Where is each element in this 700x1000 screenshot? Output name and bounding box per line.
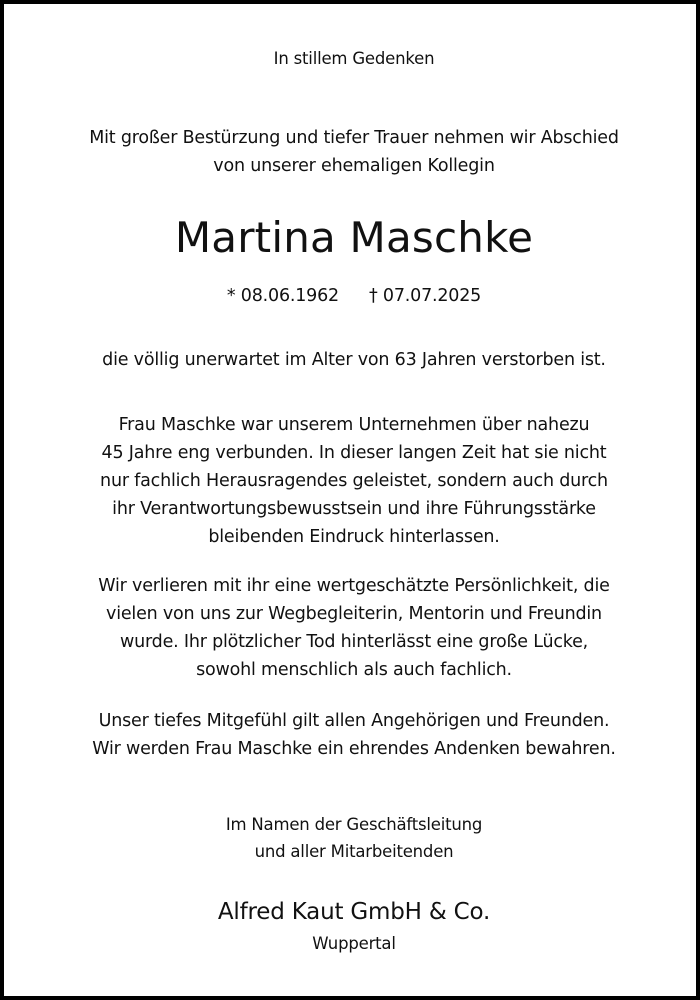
signoff-line-2: und aller Mitarbeitenden <box>254 842 454 861</box>
paragraph-2-line-1: Wir verlieren mit ihr eine wertgeschätzte Persönlichkeit, die <box>98 576 610 596</box>
company-city: Wuppertal <box>312 934 396 953</box>
life-dates <box>4 283 700 309</box>
paragraph-3-line-1: Unser tiefes Mitgefühl gilt allen Angehörigen und Freunden. <box>98 711 610 731</box>
signoff-line-1: Im Namen der Geschäftsleitung <box>225 815 483 834</box>
death-date: † 07.07.2025 <box>369 286 482 306</box>
intro-line-2: von unserer ehemaligen Kollegin <box>213 156 495 176</box>
paragraph-1-line-2: 45 Jahre eng verbunden. In dieser langen Zeit hat sie nicht <box>101 443 607 463</box>
paragraph-1-line-5: bleibenden Eindruck hinterlassen. <box>208 527 500 547</box>
paragraph-1-line-4: ihr Verantwortungsbewusstsein und ihre Führungsstärke <box>112 499 596 519</box>
paragraph-1-line-3: nur fachlich Herausragendes geleistet, sondern auch durch <box>100 471 608 491</box>
intro-line-1: Mit großer Bestürzung und tiefer Trauer nehmen wir Abschied <box>89 128 619 148</box>
deceased-name: Martina Maschke <box>174 213 534 262</box>
company-name: Alfred Kaut GmbH & Co. <box>217 899 491 925</box>
birth-date: * 08.06.1962 <box>226 286 339 306</box>
death-statement: die völlig unerwartet im Alter von 63 Jahren verstorben ist. <box>102 350 606 370</box>
paragraph-2-line-3: wurde. Ihr plötzlicher Tod hinterlässt eine große Lücke, <box>119 632 589 652</box>
notice-header: In stillem Gedenken <box>273 49 435 68</box>
paragraph-3-line-2: Wir werden Frau Maschke ein ehrendes Andenken bewahren. <box>92 739 616 759</box>
paragraph-2-line-4: sowohl menschlich als auch fachlich. <box>196 660 512 680</box>
paragraph-2-line-2: vielen von uns zur Wegbegleiterin, Mentorin und Freundin <box>106 604 602 624</box>
paragraph-1-line-1: Frau Maschke war unserem Unternehmen über nahezu <box>118 415 590 435</box>
